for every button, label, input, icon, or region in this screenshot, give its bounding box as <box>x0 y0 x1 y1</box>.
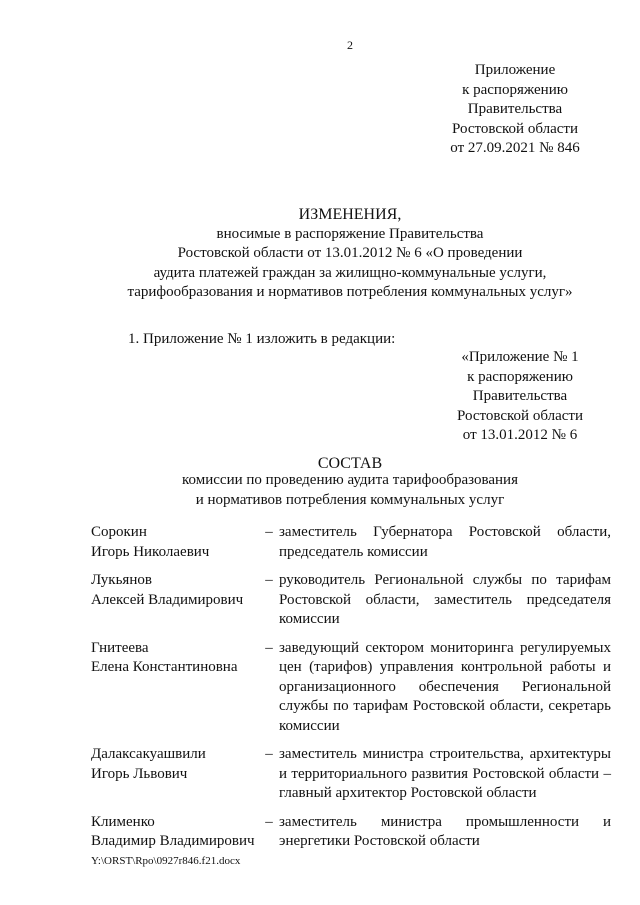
member-role: заместитель министра строительства, архитектуры и территориального развития Ростовской области – главный архитектор Ростовской области <box>279 746 611 801</box>
approval-line: Правительства <box>467 101 563 117</box>
section-subtitle-line: комиссии по проведению аудита тарифообразования <box>182 472 518 488</box>
approval-block <box>440 61 590 159</box>
member-given-name: Игорь Львович <box>91 765 188 782</box>
document-heading <box>90 205 610 303</box>
member-row <box>91 571 611 630</box>
heading-line: вносимые в распоряжение Правительства <box>216 225 484 242</box>
member-name <box>91 745 259 804</box>
member-name <box>91 639 259 737</box>
member-row <box>91 523 611 562</box>
member-dash: – <box>265 813 273 830</box>
page-number: 2 <box>347 38 353 52</box>
appendix-approval-line: Ростовской области <box>457 407 583 424</box>
appendix-approval-block <box>445 348 595 446</box>
section-subtitle-line: и нормативов потребления коммунальных услуг <box>195 491 505 508</box>
heading-title: ИЗМЕНЕНИЯ, <box>298 206 402 223</box>
member-given-name: Елена Константиновна <box>91 659 238 675</box>
heading-line: аудита платежей граждан за жилищно-коммунальные услуги, <box>153 264 547 281</box>
appendix-approval-line: к распоряжению <box>467 368 573 385</box>
heading-line: тарифообразования и нормативов потребления коммунальных услуг» <box>127 284 573 300</box>
member-row <box>91 639 611 737</box>
member-given-name: Владимир Владимирович <box>91 833 255 849</box>
appendix-approval-line: «Приложение № 1 <box>461 349 579 365</box>
member-name <box>91 813 259 852</box>
member-surname: Сорокин <box>91 524 147 540</box>
member-dash: – <box>265 746 273 762</box>
member-surname: Гнитеева <box>91 639 149 656</box>
section-subtitle <box>90 471 610 510</box>
section-title: СОСТАВ <box>317 455 383 472</box>
member-name <box>91 523 259 562</box>
heading-line: Ростовской области от 13.01.2012 № 6 «О проведении <box>177 245 523 261</box>
footer-file-path: Y:\ORST\Rpo\0927r846.f21.docx <box>91 855 241 867</box>
member-dash: – <box>265 639 273 656</box>
member-surname: Далаксакуашвили <box>91 746 206 762</box>
approval-line: Приложение <box>474 62 556 78</box>
member-dash: – <box>265 572 273 588</box>
approval-line: к распоряжению <box>462 81 568 98</box>
amendment-item-1: 1. Приложение № 1 изложить в редакции: <box>128 331 396 347</box>
member-given-name: Алексей Владимирович <box>91 591 244 608</box>
member-surname: Лукьянов <box>91 572 152 588</box>
approval-line: от 27.09.2021 № 846 <box>450 140 580 156</box>
member-row <box>91 745 611 804</box>
commission-members-list <box>91 523 611 861</box>
member-given-name: Игорь Николаевич <box>91 543 210 560</box>
appendix-approval-line: от 13.01.2012 № 6 <box>462 427 578 443</box>
member-dash: – <box>265 524 273 540</box>
member-row <box>91 813 611 852</box>
member-surname: Клименко <box>91 813 155 830</box>
member-role: заместитель Губернатора Ростовской области, председатель комиссии <box>279 524 611 560</box>
approval-line: Ростовской области <box>452 120 578 137</box>
member-name <box>91 571 259 630</box>
member-role: заведующий сектором мониторинга регулируемых цен (тарифов) управления контрольной работы и организационного обеспечения Региональной службы по тарифам Ростовской области, секретарь комиссии <box>279 639 611 734</box>
member-role: заместитель министра промышленности и энергетики Ростовской области <box>279 813 611 849</box>
appendix-approval-line: Правительства <box>472 388 568 404</box>
member-role: руководитель Региональной службы по тарифам Ростовской области, заместитель председателя комиссии <box>279 572 611 627</box>
